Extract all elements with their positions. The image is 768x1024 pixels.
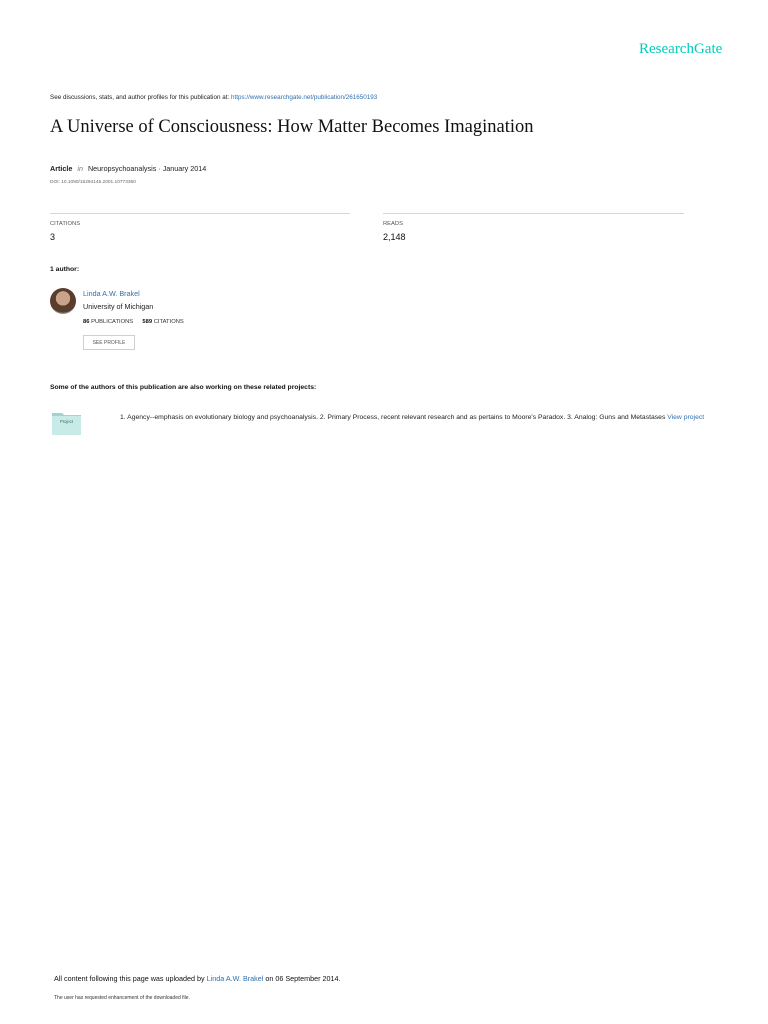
intro-text: See discussions, stats, and author profiles for this publication at: [50, 94, 230, 101]
author-citations-count: 589 [142, 319, 153, 325]
citations-label: CITATIONS [50, 221, 81, 227]
publication-doi: DOI: 10.1080/15294145.2001.10773360 [50, 180, 136, 185]
author-citations-label: CITATIONS [153, 319, 184, 325]
author-publications-label: PUBLICATIONS [91, 319, 134, 325]
reads-value: 2,148 [383, 232, 406, 242]
download-note: The user has requested enhancement of the downloaded file. [54, 995, 190, 1001]
authors-heading: 1 author: [50, 266, 80, 273]
author-avatar[interactable] [50, 288, 76, 314]
reads-divider [383, 213, 684, 214]
discussion-intro [50, 94, 377, 101]
uploader-link[interactable]: Linda A.W. Brakel [206, 974, 264, 983]
upload-statement [54, 974, 341, 983]
view-project-link[interactable]: View project [667, 414, 705, 421]
publication-url-link[interactable]: https://www.researchgate.net/publication/261650193 [230, 94, 378, 101]
publication-title: A Universe of Consciousness: How Matter Becomes Imagination [50, 117, 534, 137]
reads-label: READS [383, 221, 403, 227]
upload-suffix: on 06 September 2014. [265, 974, 341, 983]
publication-meta [50, 164, 206, 173]
author-stats [83, 319, 184, 325]
author-institution: University of Michigan [83, 302, 154, 311]
in-word: in [77, 164, 83, 173]
upload-prefix: All content following this page was uploaded by [54, 974, 205, 983]
project-description [120, 411, 710, 424]
researchgate-logo[interactable]: ResearchGate [639, 41, 723, 57]
citations-divider [50, 213, 350, 214]
project-folder-icon [52, 411, 81, 435]
publication-venue-date: Neuropsychoanalysis · January 2014 [87, 164, 207, 173]
author-name-link[interactable]: Linda A.W. Brakel [83, 289, 140, 298]
related-projects-heading: Some of the authors of this publication are also working on these related projects: [50, 384, 317, 391]
project-description-text: 1. Agency--emphasis on evolutionary biology and psychoanalysis. 2. Primary Process, recent relevant research and as pertains to Moore's Paradox. 3. Analog: Guns and Metastases [120, 414, 666, 421]
see-profile-button[interactable]: SEE PROFILE [83, 335, 135, 350]
author-publications-count: 86 [83, 319, 90, 325]
publication-type: Article [50, 164, 73, 173]
project-icon-label: Project [59, 419, 74, 424]
citations-value: 3 [50, 232, 56, 242]
